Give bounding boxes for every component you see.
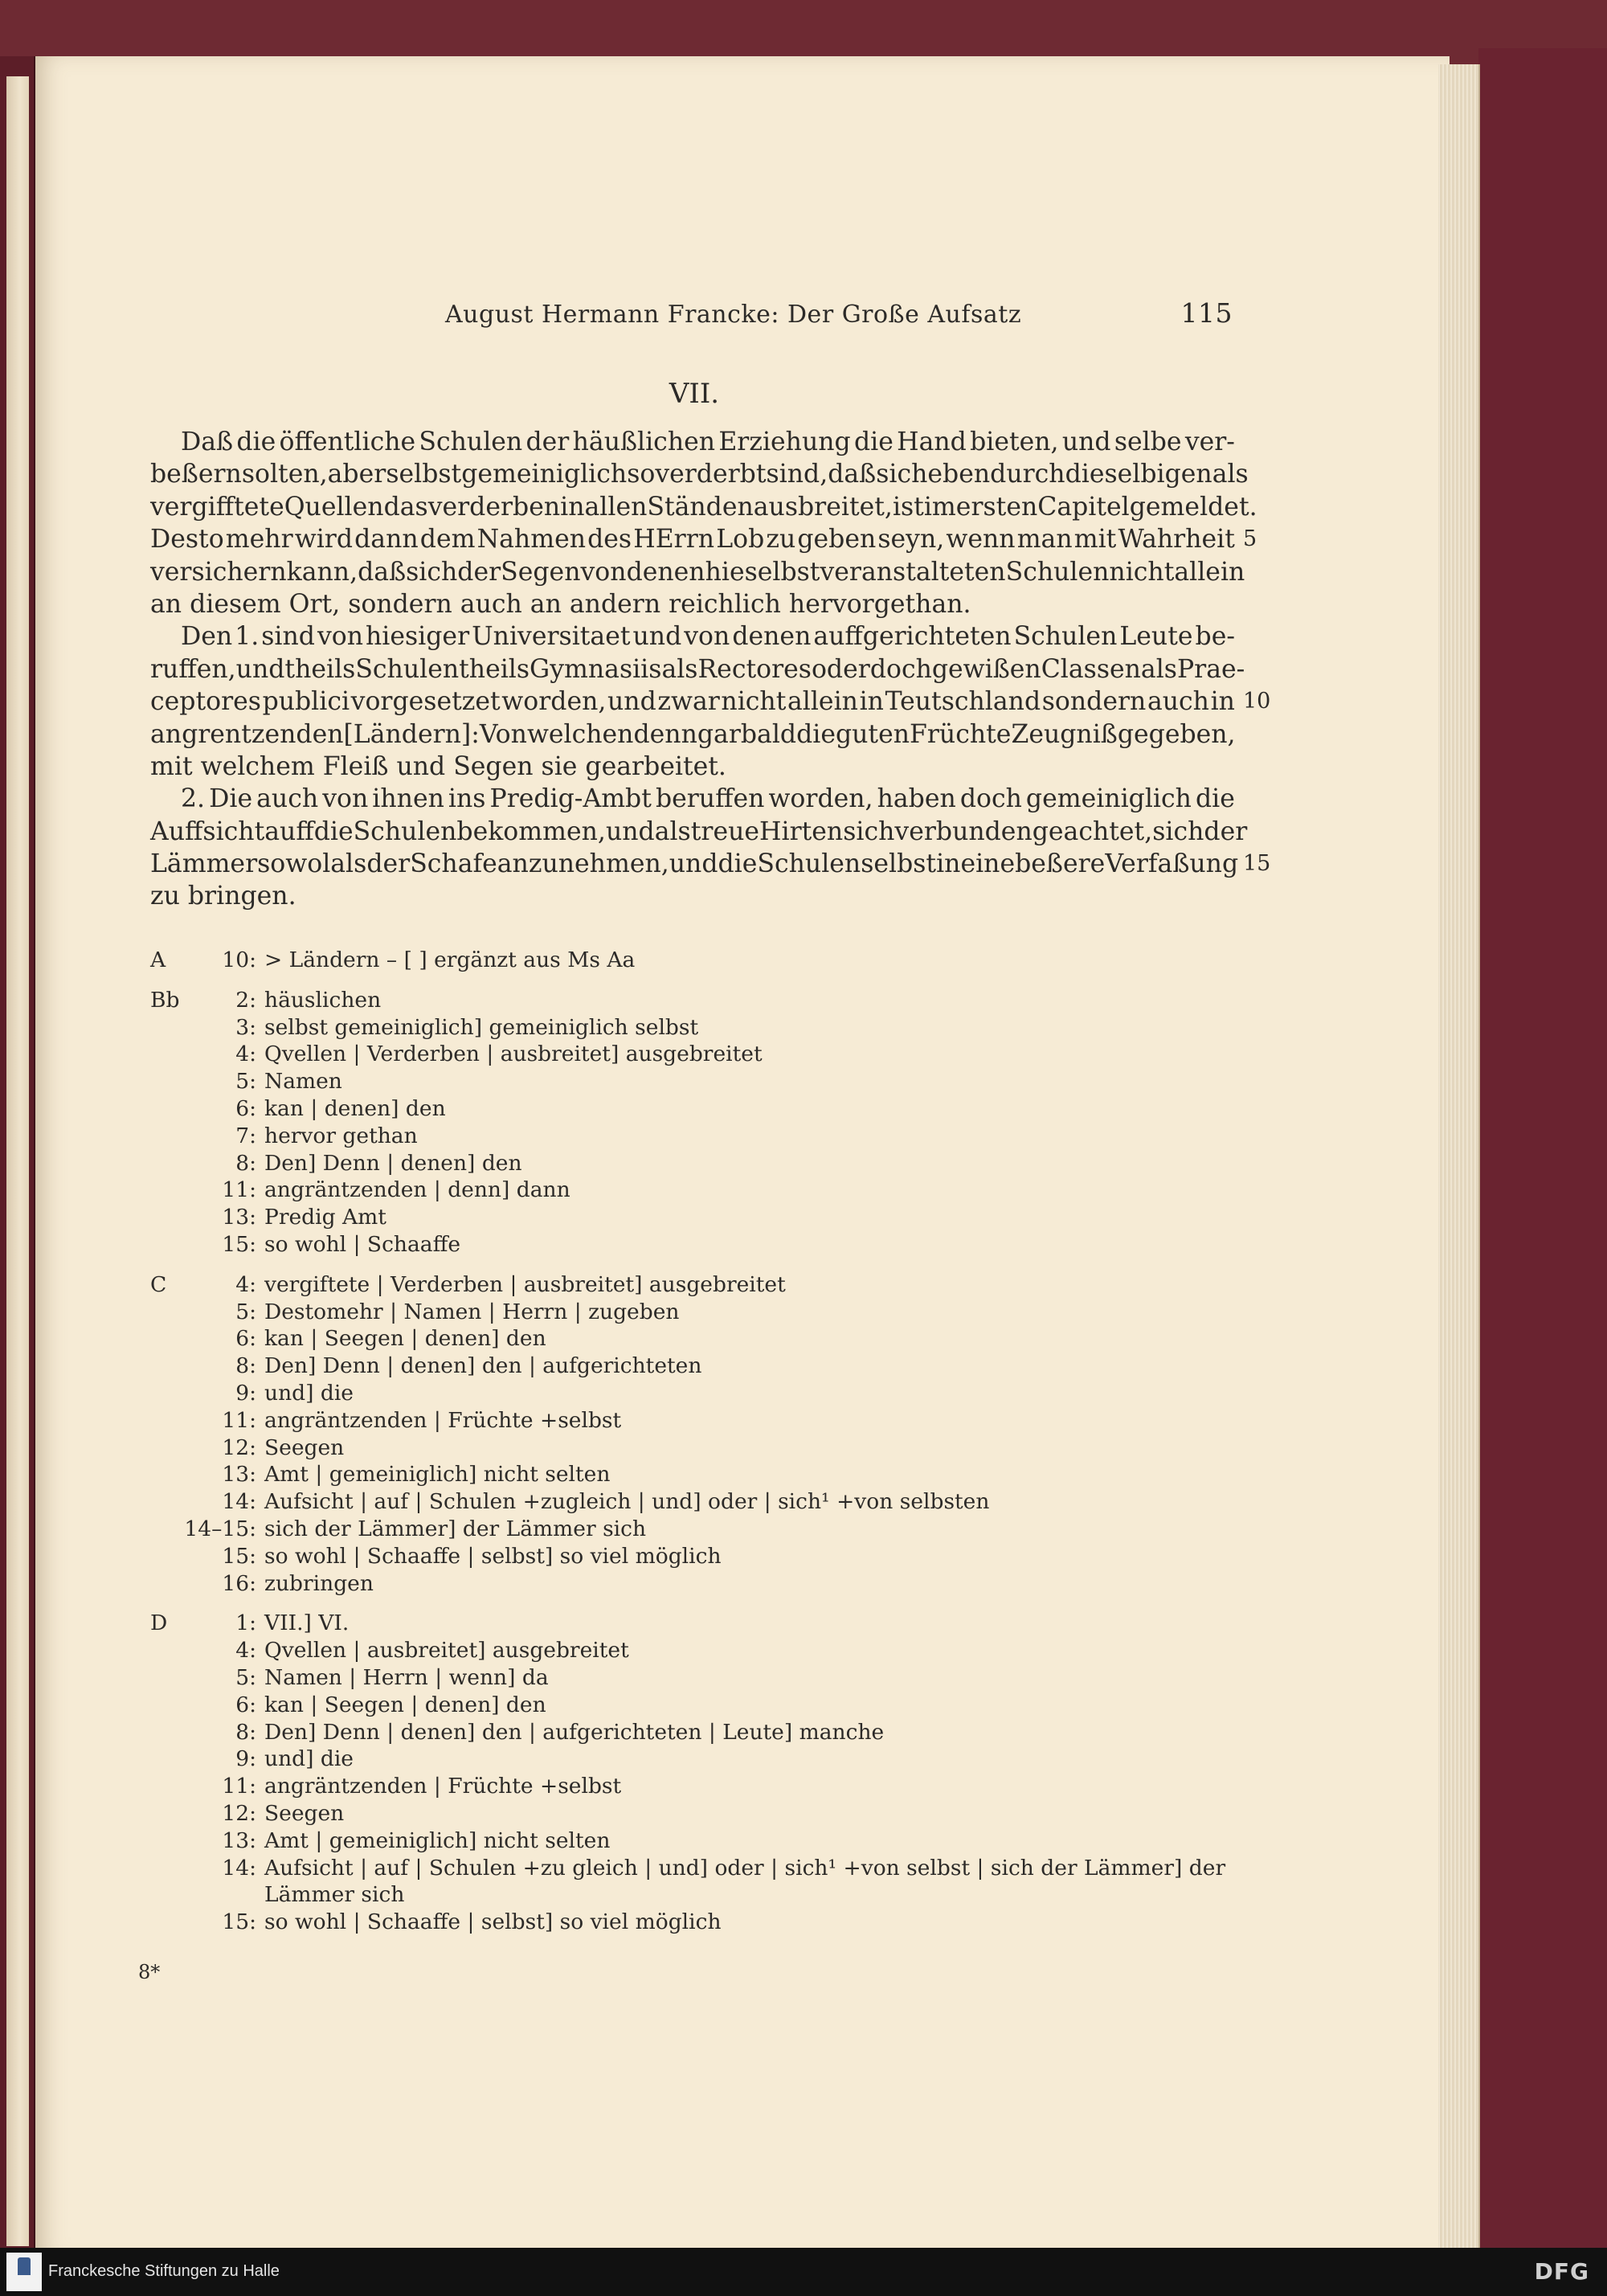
- apparatus-line-ref: 15:: [222, 1909, 256, 1935]
- running-head-title: August Hermann Francke: Der Große Aufsatz: [445, 301, 1022, 329]
- apparatus-group: [150, 1610, 1275, 1936]
- body-line-text: Den 1. sind von hiesiger Universitaet und von denen auffgerichteten Schulen Leute be-: [181, 622, 1235, 652]
- apparatus-entry: [150, 1570, 1275, 1598]
- apparatus-line-ref: 8:: [235, 1353, 256, 1379]
- apparatus-reading: Namen: [264, 1069, 342, 1095]
- body-line: [150, 783, 1235, 815]
- apparatus-reading: Predig Amt: [264, 1205, 386, 1230]
- apparatus-line-ref: 4:: [235, 1042, 256, 1067]
- apparatus-entry: [150, 1204, 1275, 1231]
- apparatus-reading: sich der Lämmer] der Lämmer sich: [264, 1516, 647, 1541]
- apparatus-line-ref: 11:: [222, 1774, 256, 1799]
- apparatus-entry: [150, 1150, 1275, 1177]
- line-number: 10: [1243, 689, 1271, 714]
- apparatus-line-ref: 8:: [235, 1150, 256, 1176]
- apparatus-reading: Den] Denn | denen] den | aufgerichteten | Leute] manche: [264, 1719, 885, 1745]
- body-line: [150, 426, 1235, 458]
- left-page-edge: [6, 76, 29, 2246]
- apparatus-siglum: Bb: [150, 987, 180, 1013]
- page-edges: [1438, 64, 1480, 2250]
- apparatus-reading: hervor gethan: [264, 1123, 418, 1148]
- apparatus-reading: Den] Denn | denen] den | aufgerichteten: [264, 1353, 702, 1379]
- apparatus-entry: [150, 1637, 1275, 1664]
- line-number: 5: [1243, 526, 1257, 552]
- body-line: [150, 751, 1235, 783]
- apparatus-line-ref: 12:: [222, 1434, 256, 1460]
- apparatus-reading: angräntzenden | denn] dann: [264, 1177, 570, 1203]
- body-line: [150, 816, 1248, 848]
- body-line: [150, 686, 1271, 718]
- body-line: [150, 556, 1245, 588]
- apparatus-entry: [150, 1014, 1275, 1042]
- apparatus-line-ref: 5:: [235, 1069, 256, 1095]
- apparatus-line-ref: 1:: [235, 1610, 256, 1636]
- apparatus-reading: vergiftete | Verderben | ausbreitet] ausgebreitet: [264, 1271, 786, 1297]
- body-line-text: versichern kann, daß sich der Segen von denen hieselbst veranstalteten Schulen nicht allein: [150, 557, 1245, 587]
- apparatus-line-ref: 4:: [235, 1271, 256, 1297]
- apparatus-line-ref: 6:: [235, 1326, 256, 1352]
- signature-mark: 8*: [138, 1961, 161, 1983]
- apparatus-entry: [150, 947, 1275, 974]
- body-line: [150, 491, 1257, 523]
- apparatus-reading: VII.] VI.: [264, 1610, 350, 1636]
- apparatus-reading: kan | denen] den: [264, 1095, 446, 1121]
- apparatus-entry: [150, 1353, 1275, 1380]
- apparatus-reading: Namen | Herrn | wenn] da: [264, 1664, 549, 1690]
- apparatus-entry: [150, 1095, 1275, 1123]
- apparatus-line-ref: 14–15:: [184, 1516, 256, 1541]
- body-line: [150, 523, 1257, 555]
- line-number: 15: [1243, 851, 1271, 877]
- apparatus-line-ref: 13:: [222, 1205, 256, 1230]
- apparatus-reading: häuslichen: [264, 987, 382, 1013]
- apparatus-line-ref: 7:: [235, 1123, 256, 1148]
- body-line-text: ruffen, und theils Schulen theils Gymnasiis als Rectores oder doch gewißen Classen als Prae-: [150, 654, 1245, 684]
- apparatus-line-ref: 11:: [222, 1407, 256, 1433]
- apparatus-entry: [150, 1488, 1275, 1516]
- apparatus-entry: [150, 1068, 1275, 1095]
- apparatus-entry: [150, 1461, 1275, 1488]
- apparatus-entry: [150, 1827, 1275, 1855]
- critical-apparatus: [150, 947, 1275, 1949]
- body-line-text: an diesem Ort, sondern auch an andern reichlich hervorgethan.: [150, 589, 971, 619]
- body-line: [150, 458, 1249, 490]
- apparatus-line-ref: 3:: [235, 1014, 256, 1040]
- body-text: [150, 426, 1271, 913]
- apparatus-reading: so wohl | Schaaffe | selbst] so viel möglich: [264, 1543, 722, 1569]
- body-line: [150, 653, 1245, 686]
- book-page: [35, 56, 1450, 2258]
- apparatus-entry: [150, 1271, 1275, 1299]
- body-line-text: Daß die öffentliche Schulen der häußlichen Erziehung die Hand bieten, und selbe ver-: [181, 428, 1235, 456]
- apparatus-line-ref: 15:: [222, 1543, 256, 1569]
- apparatus-entry: [150, 1746, 1275, 1773]
- apparatus-entry: [150, 987, 1275, 1014]
- apparatus-line-ref: 10:: [222, 947, 256, 972]
- footer-dfg-logo: DFG: [1534, 2258, 1589, 2285]
- body-line: [150, 718, 1235, 751]
- book-cover-right: [1478, 48, 1607, 2274]
- apparatus-reading: Amt | gemeiniglich] nicht selten: [264, 1827, 611, 1853]
- apparatus-entry: [150, 1855, 1275, 1882]
- apparatus-reading: zubringen: [264, 1570, 374, 1596]
- apparatus-line-ref: 15:: [222, 1231, 256, 1257]
- running-head: [156, 297, 1233, 329]
- body-line: [150, 880, 1235, 912]
- apparatus-siglum: D: [150, 1610, 168, 1636]
- apparatus-line-ref: 14:: [222, 1855, 256, 1881]
- apparatus-reading: Qvellen | ausbreitet] ausgebreitet: [264, 1638, 629, 1664]
- apparatus-reading: kan | Seegen | denen] den: [264, 1326, 546, 1352]
- body-line-text: mit welchem Fleiß und Segen sie gearbeitet.: [150, 751, 726, 781]
- apparatus-entry: [150, 1177, 1275, 1204]
- body-line-text: beßern solten, aber selbst gemeiniglich so verderbt sind, daß sich eben durch dieselbigen als: [150, 460, 1249, 489]
- apparatus-entry: [150, 1516, 1275, 1543]
- apparatus-reading: Den] Denn | denen] den: [264, 1150, 522, 1176]
- apparatus-entry: [150, 1610, 1275, 1637]
- apparatus-line-ref: 8:: [235, 1719, 256, 1745]
- body-line-text: zu bringen.: [150, 882, 296, 911]
- apparatus-line-ref: 14:: [222, 1489, 256, 1515]
- body-line: [150, 588, 1235, 620]
- body-line: [150, 620, 1235, 653]
- apparatus-entry: [150, 1664, 1275, 1692]
- apparatus-reading: und] die: [264, 1746, 354, 1772]
- apparatus-reading: Destomehr | Namen | Herrn | zugeben: [264, 1299, 680, 1324]
- body-line-text: ceptores publici vorgesetzet worden, und zwar nicht allein in Teutschland sondern auch in: [150, 687, 1235, 717]
- apparatus-line-ref: 13:: [222, 1462, 256, 1488]
- apparatus-line-ref: 9:: [235, 1380, 256, 1406]
- apparatus-siglum: C: [150, 1271, 167, 1297]
- apparatus-reading: und] die: [264, 1380, 354, 1406]
- apparatus-reading: Aufsicht | auf | Schulen +zugleich | und] oder | sich¹ +von selbsten: [264, 1489, 990, 1515]
- apparatus-entry: [150, 1299, 1275, 1326]
- apparatus-entry: [150, 1692, 1275, 1719]
- apparatus-entry: [150, 1231, 1275, 1259]
- apparatus-entry: [150, 1407, 1275, 1434]
- apparatus-reading: so wohl | Schaaffe | selbst] so viel möglich: [264, 1909, 722, 1935]
- apparatus-reading: Seegen: [264, 1800, 345, 1826]
- footer-institution: Franckesche Stiftungen zu Halle: [48, 2262, 280, 2280]
- apparatus-siglum: A: [150, 947, 166, 972]
- apparatus-line-ref: 12:: [222, 1800, 256, 1826]
- apparatus-entry: [150, 1719, 1275, 1746]
- footer-bar: [0, 2248, 1607, 2296]
- institution-logo-icon: [6, 2253, 42, 2291]
- apparatus-line-ref: 6:: [235, 1692, 256, 1717]
- apparatus-line-ref: 16:: [222, 1570, 256, 1596]
- apparatus-reading: > Ländern – [ ] ergänzt aus Ms Aa: [264, 947, 636, 972]
- apparatus-entry: [150, 1123, 1275, 1150]
- apparatus-entry: [150, 1800, 1275, 1827]
- apparatus-reading: angräntzenden | Früchte +selbst: [264, 1774, 622, 1799]
- apparatus-line-ref: 13:: [222, 1827, 256, 1853]
- apparatus-line-ref: 2:: [235, 987, 256, 1013]
- apparatus-group: [150, 987, 1275, 1259]
- body-line-text: Desto mehr wird dann dem Nahmen des HErrn Lob zu geben seyn, wenn man mit Wahrheit: [150, 525, 1235, 555]
- section-title: VII.: [669, 378, 720, 410]
- apparatus-line-ref: 4:: [235, 1638, 256, 1664]
- apparatus-line-ref: 9:: [235, 1746, 256, 1772]
- apparatus-entry: [150, 1543, 1275, 1570]
- apparatus-line-ref: 5:: [235, 1664, 256, 1690]
- apparatus-reading: kan | Seegen | denen] den: [264, 1692, 546, 1717]
- body-line: [150, 848, 1271, 880]
- body-line-text: vergifftete Quellen das verderben in allen Ständen ausbreitet, ist im ersten Capitel gemeldet.: [150, 492, 1257, 522]
- page-number: 115: [1180, 297, 1233, 329]
- apparatus-reading: Amt | gemeiniglich] nicht selten: [264, 1462, 611, 1488]
- apparatus-entry: [150, 1325, 1275, 1353]
- apparatus-entry: [150, 1041, 1275, 1068]
- apparatus-group: [150, 1271, 1275, 1598]
- body-line-text: Auffsicht auff die Schulen bekommen, und als treue Hirten sich verbunden geachtet, sich der: [150, 816, 1248, 846]
- body-line-text: Lämmer sowol als der Schafe anzunehmen, und die Schulen selbst in eine beßere Verfaßung: [150, 849, 1239, 879]
- apparatus-reading: angräntzenden | Früchte +selbst: [264, 1407, 622, 1433]
- apparatus-group: [150, 947, 1275, 974]
- apparatus-reading: Seegen: [264, 1434, 345, 1460]
- body-line-text: 2. Die auch von ihnen ins Predig-Ambt beruffen worden, haben doch gemeiniglich die: [181, 784, 1235, 814]
- apparatus-reading: Aufsicht | auf | Schulen +zu gleich | und] oder | sich¹ +von selbst | sich der Lämmer] der: [264, 1855, 1226, 1881]
- apparatus-reading: Lämmer sich: [264, 1882, 405, 1908]
- apparatus-entry: [150, 1434, 1275, 1462]
- apparatus-reading: so wohl | Schaaffe: [264, 1231, 461, 1257]
- apparatus-entry-continuation: [150, 1881, 1275, 1909]
- apparatus-entry: [150, 1380, 1275, 1407]
- apparatus-entry: [150, 1909, 1275, 1936]
- apparatus-entry: [150, 1773, 1275, 1800]
- apparatus-line-ref: 11:: [222, 1177, 256, 1203]
- body-line-text: angrentzenden [Ländern]: Von welchen denn gar bald die guten Früchte Zeugniß gegeben,: [150, 719, 1236, 749]
- apparatus-line-ref: 5:: [235, 1299, 256, 1324]
- apparatus-line-ref: 6:: [235, 1095, 256, 1121]
- apparatus-reading: selbst gemeiniglich] gemeiniglich selbst: [264, 1014, 699, 1040]
- apparatus-reading: Qvellen | Verderben | ausbreitet] ausgebreitet: [264, 1042, 763, 1067]
